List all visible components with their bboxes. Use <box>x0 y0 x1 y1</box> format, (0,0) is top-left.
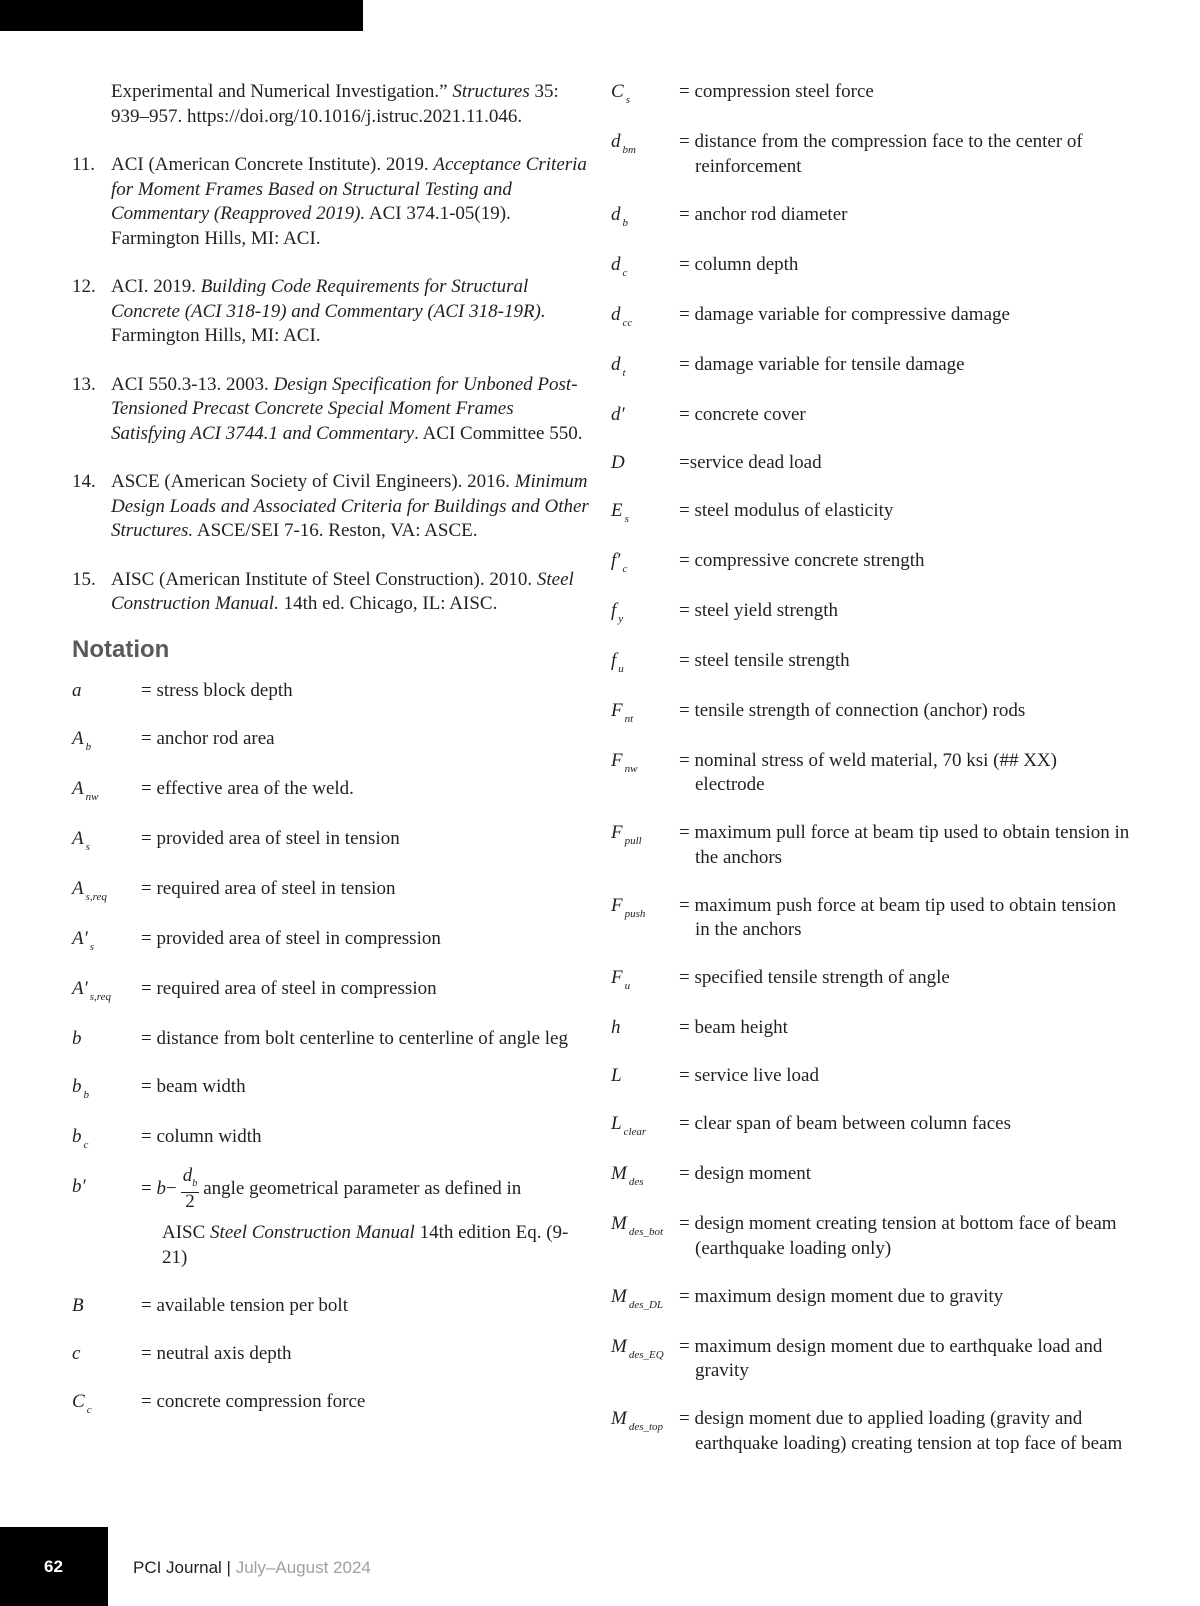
notation-definition: = steel modulus of elasticity <box>679 499 894 521</box>
symbol-subscript: t <box>622 366 626 379</box>
notation-symbol: b′ <box>72 1175 86 1197</box>
symbol-base: A <box>72 777 84 799</box>
reference-text <box>111 275 592 349</box>
reference-number: 12. <box>72 276 96 297</box>
notation-definition: = column depth <box>679 253 799 275</box>
symbol-base: c <box>72 1342 81 1364</box>
symbol-subscript: des <box>628 1176 644 1188</box>
symbol-subscript: c <box>622 266 628 279</box>
notation-row <box>611 303 1131 330</box>
notation-definition: = distance from the compression face to the center of reinforcement <box>679 131 1083 177</box>
notation-symbol <box>611 1016 679 1041</box>
reference-text <box>111 153 592 251</box>
notation-row <box>72 679 592 704</box>
notation-row <box>611 549 1131 576</box>
notation-definition: = effective area of the weld. <box>141 777 354 799</box>
notation-symbol <box>72 977 141 1004</box>
notation-definition: = provided area of steel in compression <box>141 927 441 949</box>
symbol-base: F <box>611 894 623 916</box>
notation-symbol <box>611 699 679 726</box>
footer-separator: | <box>221 1558 236 1577</box>
notation-row <box>611 1016 1131 1041</box>
notation-symbol <box>72 827 141 854</box>
notation-definition: = design moment <box>679 1163 812 1184</box>
symbol-subscript: y <box>618 612 624 625</box>
notation-list-left-2 <box>72 1294 592 1417</box>
bprime-equals: = <box>141 1177 152 1199</box>
notation-definition: = maximum design moment due to gravity <box>679 1285 1004 1307</box>
symbol-subscript: u <box>624 980 631 992</box>
notation-symbol <box>611 599 679 626</box>
notation-symbol <box>611 649 679 676</box>
symbol-base: a <box>72 679 82 701</box>
reference-list <box>72 153 592 617</box>
symbol-subscript: b <box>622 216 628 229</box>
notation-symbol <box>72 1390 141 1417</box>
symbol-base: M <box>611 1408 627 1429</box>
notation-symbol <box>72 727 141 754</box>
notation-row <box>611 894 1131 943</box>
reference-number: 13. <box>72 373 96 395</box>
reference-authors: ACI (American Concrete Institute). 2019. <box>111 154 434 175</box>
notation-definition: = anchor rod area <box>141 727 275 749</box>
symbol-base: h <box>611 1017 621 1038</box>
notation-row <box>72 877 592 904</box>
notation-row <box>72 777 592 804</box>
bprime-text3: 14th edition Eq. (9-21) <box>162 1222 569 1268</box>
reference-item <box>72 373 592 447</box>
symbol-subscript: b <box>85 740 92 753</box>
notation-definition: = available tension per bolt <box>141 1294 348 1316</box>
symbol-base: F <box>611 967 623 988</box>
symbol-base: d′ <box>611 403 625 425</box>
reference-number: 11. <box>72 154 96 175</box>
symbol-subscript: b <box>83 1088 89 1101</box>
notation-definition: = beam width <box>141 1075 246 1097</box>
notation-definition: =service dead load <box>679 451 822 473</box>
ref-cont-citation: 35: 939–957. https://doi.org/10.1016/j.istruc.2021.11.046. <box>111 81 559 127</box>
notation-symbol <box>72 1125 141 1152</box>
symbol-base: M <box>611 1335 627 1357</box>
bprime-fraction <box>181 1164 200 1213</box>
symbol-base: b <box>72 1125 82 1147</box>
symbol-base: M <box>611 1163 627 1184</box>
bprime-text1: angle geometrical parameter as defined in <box>203 1177 522 1199</box>
reference-text <box>111 470 592 544</box>
reference-authors: AISC (American Institute of Steel Construction). 2010. <box>111 568 537 590</box>
notation-definition: = maximum pull force at beam tip used to obtain tension in the anchors <box>679 822 1130 868</box>
notation-definition: = compression steel force <box>679 81 874 102</box>
notation-definition: = required area of steel in compression <box>141 977 437 999</box>
notation-definition: = neutral axis depth <box>141 1342 292 1364</box>
notation-symbol <box>611 303 679 330</box>
reference-publisher: ACI 374.1-05(19). Farmington Hills, MI: ACI. <box>111 203 511 249</box>
notation-symbol <box>611 894 679 943</box>
reference-item <box>72 568 592 617</box>
notation-symbol <box>611 499 679 526</box>
reference-title: Building Code Requirements for Structural Concrete (ACI 318-19) and Commentary (ACI 318-19R). <box>111 276 546 322</box>
notation-symbol <box>611 1335 679 1384</box>
reference-title: Acceptance Criteria for Moment Frames Based on Structural Testing and Commentary (Reapproved 2019). <box>111 154 587 224</box>
reference-publisher: 14th ed. Chicago, IL: AISC. <box>278 593 498 614</box>
symbol-base: M <box>611 1213 627 1234</box>
notation-symbol <box>611 749 679 798</box>
reference-title: Minimum Design Loads and Associated Criteria for Buildings and Other Structures. <box>111 471 589 541</box>
symbol-subscript: s <box>85 840 90 853</box>
notation-definition: = design moment creating tension at bottom face of beam (earthquake loading only) <box>679 1213 1117 1259</box>
notation-definition: = compressive concrete strength <box>679 549 925 571</box>
left-column <box>72 80 592 1440</box>
footer-journal: PCI Journal <box>133 1558 222 1577</box>
notation-definition: = distance from bolt centerline to centerline of angle leg <box>141 1027 568 1049</box>
notation-heading: Notation <box>72 635 170 663</box>
symbol-base: d <box>611 131 621 152</box>
notation-list-left <box>72 679 592 1152</box>
symbol-subscript: des_bot <box>628 1226 664 1238</box>
symbol-subscript: nw <box>85 790 99 803</box>
notation-symbol <box>72 679 141 704</box>
fraction-numerator-sub: b <box>192 1177 198 1189</box>
bprime-manual-title: Steel Construction Manual <box>210 1222 415 1244</box>
symbol-subscript: nw <box>624 762 638 775</box>
notation-row <box>611 649 1131 676</box>
symbol-base: f <box>611 649 617 671</box>
notation-row <box>611 1064 1131 1089</box>
notation-symbol <box>611 451 679 476</box>
symbol-base: L <box>611 1065 622 1086</box>
symbol-subscript: c <box>83 1138 89 1151</box>
reference-authors: ACI 550.3-13. 2003. <box>111 373 274 395</box>
notation-symbol <box>72 1294 141 1319</box>
symbol-base: A′ <box>72 927 88 949</box>
symbol-base: C <box>611 81 624 102</box>
notation-definition: = steel tensile strength <box>679 649 850 671</box>
symbol-base: d <box>611 203 621 225</box>
notation-definition <box>141 1164 592 1271</box>
notation-row <box>72 1125 592 1152</box>
notation-symbol <box>72 777 141 804</box>
symbol-subscript: c <box>622 562 628 575</box>
notation-definition: = design moment due to applied loading (gravity and earthquake loading) creating tension at top face of beam <box>679 1408 1123 1454</box>
symbol-base: A <box>72 877 84 899</box>
symbol-subscript: s,req <box>89 990 112 1003</box>
reference-title: Steel Construction Manual. <box>111 568 574 614</box>
notation-row <box>611 749 1131 798</box>
notation-symbol <box>611 1212 679 1261</box>
notation-symbol <box>611 353 679 380</box>
notation-definition: = specified tensile strength of angle <box>679 967 950 988</box>
notation-symbol <box>611 80 679 107</box>
notation-definition: = damage variable for tensile damage <box>679 353 965 375</box>
notation-row <box>72 927 592 954</box>
symbol-subscript: u <box>618 662 624 675</box>
reference-number: 14. <box>72 471 96 492</box>
symbol-base: B <box>72 1294 84 1316</box>
notation-definition: = column width <box>141 1125 262 1147</box>
notation-symbol <box>611 403 679 428</box>
symbol-base: D <box>611 451 625 473</box>
notation-symbol <box>611 203 679 230</box>
reference-text <box>111 373 592 447</box>
reference-publisher: . ACI Committee 550. <box>414 422 583 444</box>
notation-definition: = beam height <box>679 1017 788 1038</box>
notation-row <box>611 1162 1131 1189</box>
notation-definition: = service live load <box>679 1065 819 1086</box>
symbol-subscript: c <box>86 1403 92 1416</box>
notation-row <box>72 1294 592 1319</box>
symbol-subscript: push <box>624 907 646 920</box>
notation-symbol <box>611 1112 679 1139</box>
symbol-base: A′ <box>72 977 88 999</box>
symbol-base: A <box>72 827 84 849</box>
notation-symbol <box>611 253 679 280</box>
notation-row <box>611 130 1131 179</box>
notation-row <box>72 977 592 1004</box>
right-column <box>611 80 1131 1480</box>
notation-definition: = maximum design moment due to earthquake load and gravity <box>679 1335 1103 1381</box>
notation-row <box>72 1027 592 1052</box>
notation-symbol <box>72 1342 141 1367</box>
notation-symbol <box>611 966 679 993</box>
symbol-subscript: des_top <box>628 1421 664 1433</box>
notation-definition: = provided area of steel in tension <box>141 827 400 849</box>
fraction-denominator: 2 <box>185 1191 195 1213</box>
symbol-base: F <box>611 822 623 843</box>
notation-row <box>611 966 1131 993</box>
reference-continuation <box>72 80 592 129</box>
notation-row <box>72 1390 592 1417</box>
notation-definition: = nominal stress of weld material, 70 ksi (## XX) electrode <box>679 749 1057 795</box>
notation-symbol <box>611 130 679 179</box>
page-number: 62 <box>44 1557 63 1576</box>
notation-row <box>611 599 1131 626</box>
notation-symbol <box>72 1027 141 1052</box>
reference-item <box>72 153 592 251</box>
notation-row <box>611 451 1131 476</box>
symbol-base: d <box>611 303 621 325</box>
notation-list-right <box>611 80 1131 1456</box>
footer-date: July–August 2024 <box>235 1558 371 1577</box>
notation-symbol <box>611 1407 679 1456</box>
reference-text <box>111 568 592 617</box>
symbol-subscript: des_DL <box>628 1298 664 1311</box>
symbol-base: f′ <box>611 549 621 571</box>
bprime-b: b <box>156 1177 166 1199</box>
notation-definition: = concrete cover <box>679 403 806 425</box>
fraction-numerator: d <box>182 1164 193 1186</box>
notation-row <box>611 1212 1131 1261</box>
symbol-subscript: nt <box>624 712 634 725</box>
symbol-subscript: s <box>625 94 630 106</box>
bprime-minus: − <box>165 1177 177 1199</box>
notation-symbol <box>72 927 141 954</box>
notation-row <box>611 1407 1131 1456</box>
symbol-subscript: s <box>624 512 629 525</box>
symbol-base: E <box>611 499 623 521</box>
notation-symbol <box>72 1075 141 1102</box>
notation-symbol <box>72 877 141 904</box>
notation-definition: = maximum push force at beam tip used to obtain tension in the anchors <box>679 894 1117 940</box>
symbol-base: d <box>611 353 621 375</box>
symbol-base: f <box>611 599 617 621</box>
notation-symbol <box>611 1064 679 1089</box>
notation-row <box>611 699 1131 726</box>
notation-row <box>72 827 592 854</box>
notation-definition: = concrete compression force <box>141 1390 366 1412</box>
symbol-subscript: cc <box>622 316 633 329</box>
notation-symbol <box>611 549 679 576</box>
ref-cont-text: Experimental and Numerical Investigation.” <box>111 81 453 102</box>
notation-row <box>611 353 1131 380</box>
symbol-subscript: des_EQ <box>628 1348 664 1361</box>
notation-symbol <box>611 1162 679 1189</box>
symbol-base: L <box>611 1113 622 1134</box>
footer <box>133 1558 371 1578</box>
notation-row <box>611 403 1131 428</box>
symbol-base: b <box>72 1075 82 1097</box>
symbol-base: F <box>611 699 623 721</box>
reference-title: Design Specification for Unboned Post-Tensioned Precast Concrete Special Moment Frames Satisfying ACI 3744.1 and Commentary <box>111 373 578 444</box>
reference-publisher: ASCE/SEI 7-16. Reston, VA: ASCE. <box>193 520 478 541</box>
symbol-subscript: s,req <box>85 890 107 903</box>
notation-symbol <box>611 1285 679 1312</box>
reference-number: 15. <box>72 568 96 590</box>
notation-row <box>611 499 1131 526</box>
symbol-subscript: s <box>89 940 95 953</box>
notation-row <box>72 727 592 754</box>
symbol-subscript: pull <box>624 835 642 847</box>
notation-row <box>611 1112 1131 1139</box>
notation-row <box>72 1075 592 1102</box>
notation-definition: = tensile strength of connection (anchor) rods <box>679 699 1026 721</box>
notation-row-bprime <box>72 1164 592 1271</box>
symbol-subscript: clear <box>623 1126 647 1138</box>
notation-definition: = anchor rod diameter <box>679 203 848 225</box>
notation-row <box>611 203 1131 230</box>
symbol-base: d <box>611 253 621 275</box>
notation-definition: = steel yield strength <box>679 599 838 621</box>
symbol-base: M <box>611 1285 627 1307</box>
symbol-base: F <box>611 749 623 771</box>
symbol-base: C <box>72 1390 85 1412</box>
symbol-subscript: bm <box>622 144 636 156</box>
ref-cont-journal: Structures <box>452 81 530 102</box>
notation-definition: = damage variable for compressive damage <box>679 303 1010 325</box>
top-black-bar <box>0 0 363 31</box>
notation-definition: = stress block depth <box>141 679 293 701</box>
reference-publisher: Farmington Hills, MI: ACI. <box>111 325 321 346</box>
reference-authors: ACI. 2019. <box>111 276 201 297</box>
notation-row <box>611 253 1131 280</box>
notation-row <box>611 1285 1131 1312</box>
notation-row <box>611 821 1131 870</box>
notation-definition: = required area of steel in tension <box>141 877 396 899</box>
notation-symbol <box>611 821 679 870</box>
bprime-text2: AISC <box>162 1222 211 1244</box>
notation-definition: = clear span of beam between column faces <box>679 1113 1011 1134</box>
reference-item <box>72 275 592 349</box>
symbol-base: A <box>72 727 84 749</box>
notation-row <box>611 1335 1131 1384</box>
reference-authors: ASCE (American Society of Civil Engineers). 2016. <box>111 471 515 492</box>
notation-row <box>611 80 1131 107</box>
symbol-base: b <box>72 1027 82 1049</box>
notation-row <box>72 1342 592 1367</box>
reference-item <box>72 470 592 544</box>
